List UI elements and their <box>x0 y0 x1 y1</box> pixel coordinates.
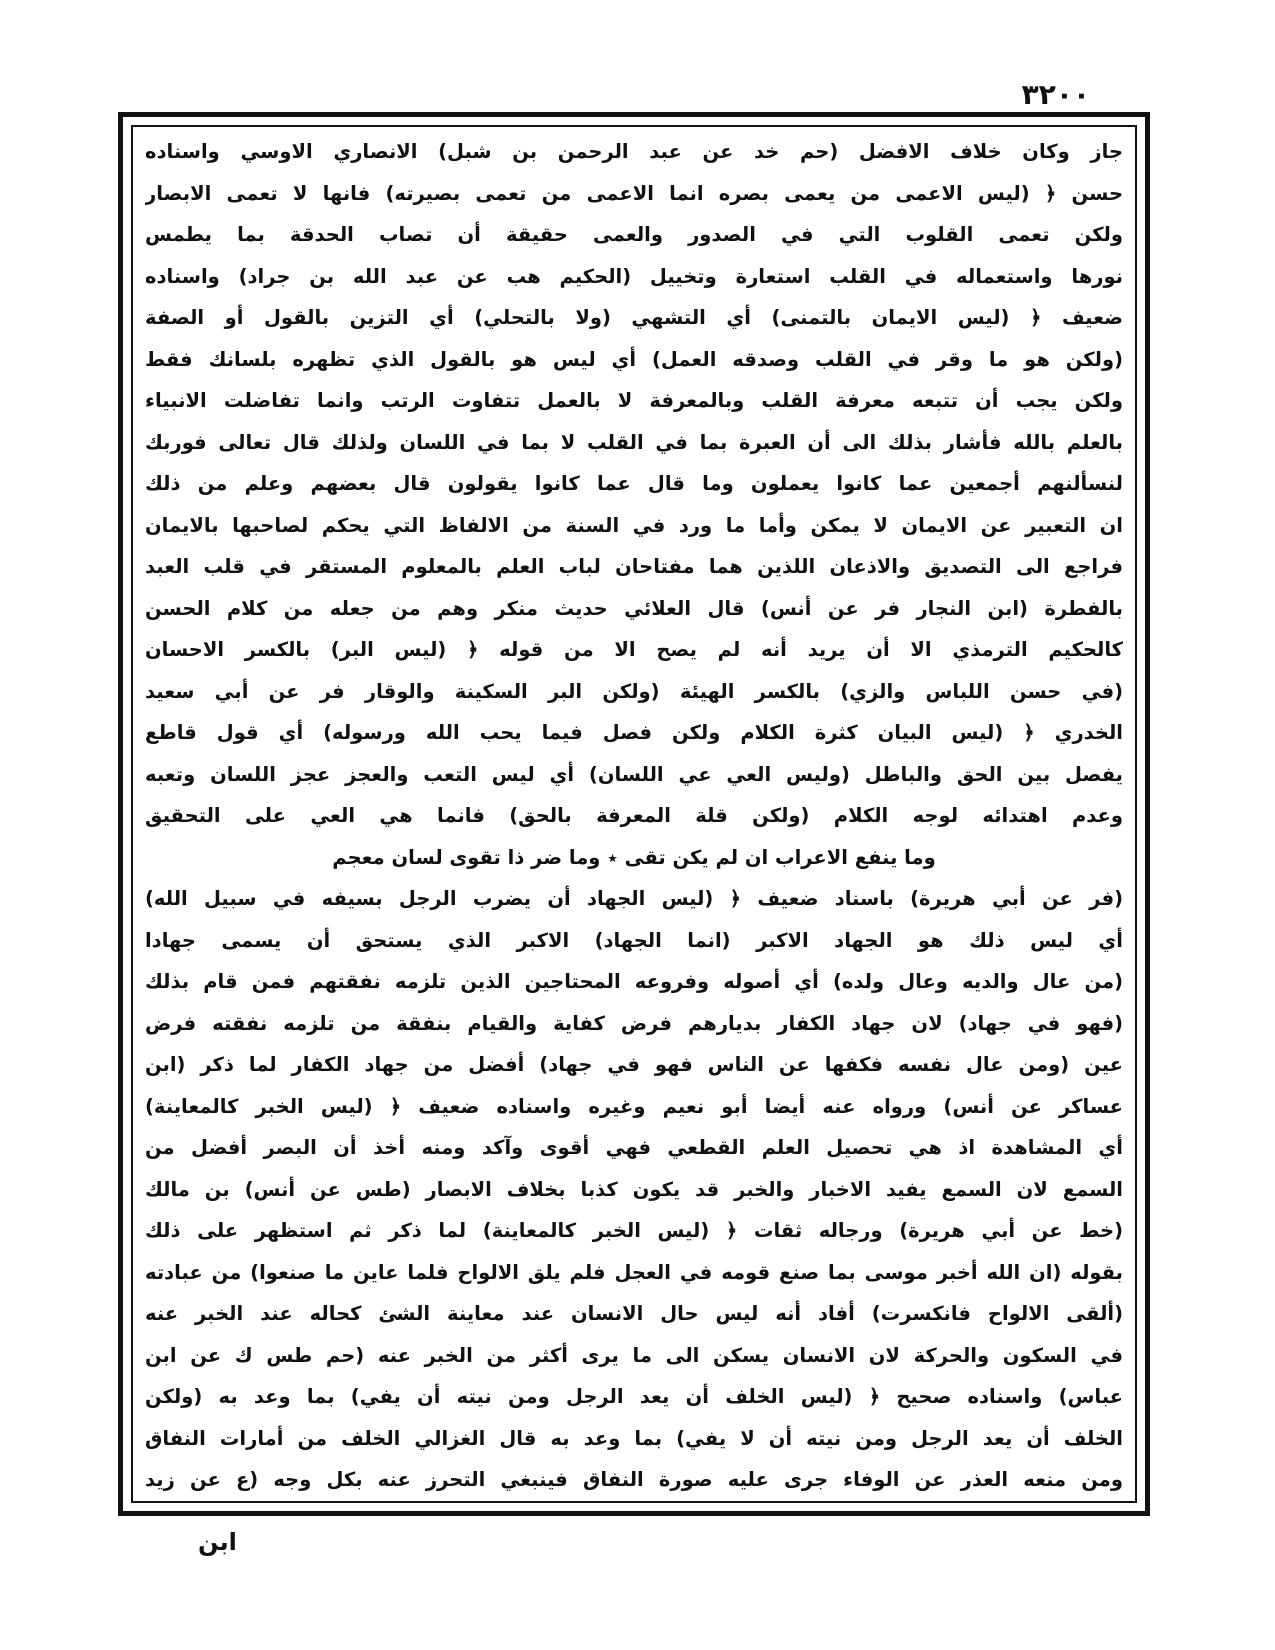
text-line: بالفطرة (ابن النجار فر عن أنس) قال العلائي حديث منكر وهم من جعله من كلام الحسن <box>145 596 1123 620</box>
text-line: نورها واستعماله في القلب استعارة وتخييل (الحكيم هب عن عبد الله بن جراد) واسناده <box>145 264 1123 288</box>
text-line: ومن منعه العذر عن الوفاء جرى عليه صورة النفاق فينبغي التحرز عنه بكل وجه (ع عن زيد <box>145 1468 1123 1491</box>
text-line: ولكن تعمى القلوب التي في الصدور والعمى حقيقة أن تصاب الحدقة بما يطمس <box>145 223 1123 246</box>
text-line: حسن ﴿ (ليس الاعمى من يعمى بصره انما الاعمى من تعمى بصيرته) فانها لا تعمى الابصار <box>145 181 1123 205</box>
text-line: (ولكن هو ما وقر في القلب وصدقه العمل) أي ليس هو بالقول الذي تظهره بلسانك فقط <box>145 347 1123 371</box>
text-line: أي المشاهدة اذ هي تحصيل العلم القطعي فهي أقوى وآكد ومنه أخذ أن البصر أفضل من <box>145 1136 1123 1159</box>
text-line: الخدري ﴿ (ليس البيان كثرة الكلام ولكن فصل فيما يحب الله ورسوله) أي قول قاطع <box>145 721 1123 744</box>
page-number: ٣٢٠٠ <box>1021 78 1090 111</box>
text-line: (ألقى الالواح فانكسرت) أفاد أنه ليس حال الانسان عند معاينة الشئ كحاله عند الخبر عنه <box>145 1302 1123 1325</box>
text-line: (خط عن أبي هريرة) ورجاله ثقات ﴿ (ليس الخبر كالمعاينة) لما ذكر ثم استظهر على ذلك <box>145 1219 1123 1242</box>
text-line: في السكون والحركة لان الانسان يسكن الى ما يرى أكثر من الخبر عنه (حم طس ك عن ابن <box>145 1343 1123 1367</box>
page-frame <box>118 112 1150 1516</box>
text-line: عساكر عن أنس) ورواه عنه أيضا أبو نعيم وغيره واسناده ضعيف ﴿ (ليس الخبر كالمعاينة) <box>145 1094 1123 1118</box>
text-line: لنسألنهم أجمعين عما كانوا يعملون وما قال عما كانوا يقولون قال بعضهم وعلم من ذلك <box>145 472 1123 495</box>
verse-line: وما ينفع الاعراب ان لم يكن تقى ٭ وما ضر ذا تقوى لسان معجم <box>332 845 936 869</box>
text-line: (من عال والديه وعال ولده) أي أصوله وفروعه المحتاجين الذين تلزمه نفقتهم فمن قام بذلك <box>145 970 1123 993</box>
text-line: ان التعبير عن الايمان لا يمكن وأما ما ورد في السنة من الالفاظ التي يحكم لصاحبها بالايمان <box>145 513 1123 537</box>
text-line: وعدم اهتدائه لوجه الكلام (ولكن قلة المعرفة بالحق) فانما هي العي على التحقيق <box>145 804 1123 827</box>
text-line: جاز وكان خلاف الافضل (حم خد عن عبد الرحمن بن شبل) الانصاري الاوسي واسناده <box>145 140 1123 163</box>
text-line: ضعيف ﴿ (ليس الايمان بالتمنى) أي التشهي (ولا بالتحلي) أي التزين بالقول أو الصفة <box>145 306 1123 329</box>
text-line: أي ليس ذلك هو الجهاد الاكبر (انما الجهاد) الاكبر الذي يستحق أن يسمى جهادا <box>145 928 1123 952</box>
text-line: (فر عن أبي هريرة) باسناد ضعيف ﴿ (ليس الجهاد أن يضرب الرجل بسيفه في سبيل الله) <box>145 887 1123 910</box>
text-line: الخلف أن يعد الرجل ومن نيته أن لا يفي) بما وعد به قال الغزالي الخلف من أمارات النفاق <box>145 1426 1123 1450</box>
text-line: بالعلم بالله فأشار بذلك الى أن العبرة بما في القلب لا بما في اللسان ولذلك قال تعالى فوربك <box>145 430 1123 454</box>
catchword: ابن <box>198 1528 237 1556</box>
text-body <box>145 135 1123 1497</box>
text-line: يفصل بين الحق والباطل (وليس العي عي اللسان) أي ليس التعب والعجز عجز اللسان وتعبه <box>145 762 1123 786</box>
text-line: (في حسن اللباس والزي) بالكسر الهيئة (ولكن البر السكينة والوقار فر عن أبي سعيد <box>145 679 1123 703</box>
text-line: عين (ومن عال نفسه فكفها عن الناس فهو في جهاد) أفضل من جهاد الكفار لما ذكر (ابن <box>145 1053 1123 1076</box>
text-line: عباس) واسناده صحيح ﴿ (ليس الخلف أن يعد الرجل ومن نيته أن يفي) بما وعد به (ولكن <box>145 1385 1123 1408</box>
text-line: بقوله (ان الله أخبر موسى بما صنع قومه في العجل فلم يلق الالواح فلما عاين ما صنعوا) من عبادته <box>145 1260 1123 1284</box>
text-line: فراجع الى التصديق والاذعان اللذين هما مفتاحان لباب العلم بالمعلوم المستقر في قلب العبد <box>145 555 1123 578</box>
text-line: ولكن يجب أن تتبعه معرفة القلب وبالمعرفة لا بالعمل تتفاوت الرتب وانما تفاضلت الانبياء <box>145 389 1123 412</box>
text-line: كالحكيم الترمذي الا أن يريد أنه لم يصح الا من قوله ﴿ (ليس البر) بالكسر الاحسان <box>145 638 1123 661</box>
text-line: السمع لان السمع يفيد الاخبار والخبر قد يكون كذبا بخلاف الابصار (طس عن أنس) بن مالك <box>145 1177 1123 1201</box>
text-line: (فهو في جهاد) لان جهاد الكفار بديارهم فرض كفاية والقيام بنفقة من تلزمه نفقته فرض <box>145 1011 1123 1035</box>
